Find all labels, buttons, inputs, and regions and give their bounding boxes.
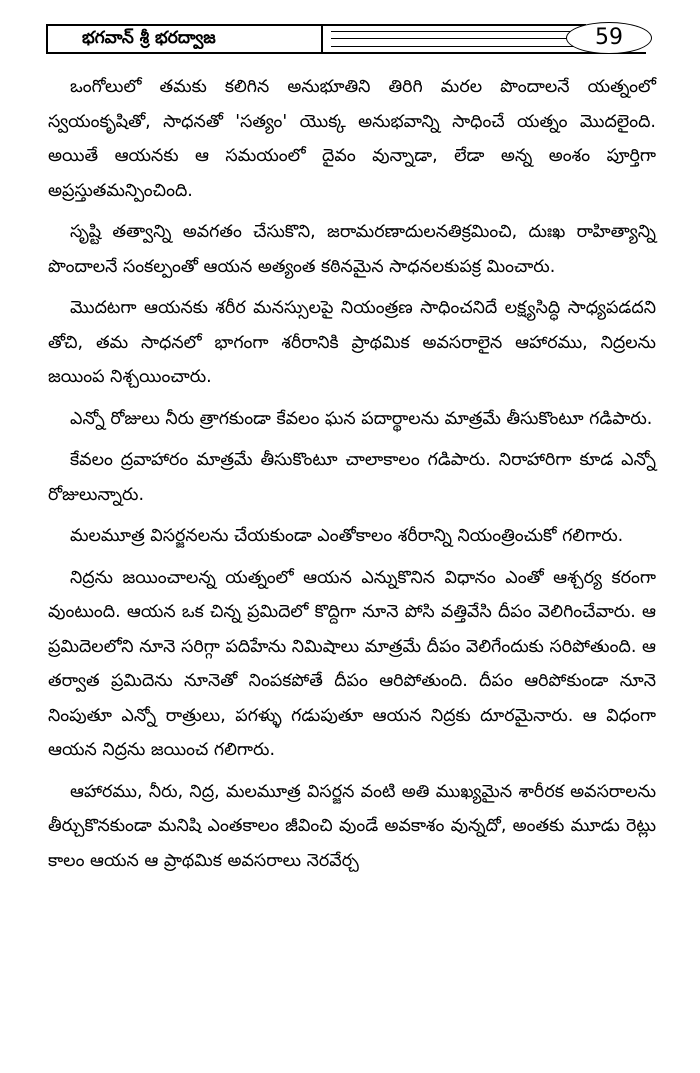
book-title: భగవాన్ శ్రీ భరద్వాజ	[82, 28, 216, 48]
body-text	[48, 70, 656, 885]
paragraph: మలమూత్ర విసర్జనలను చేయకుండా ఎంతోకాలం శరీరాన్ని నియంత్రించుకో గలిగారు.	[70, 526, 624, 546]
paragraph: నిద్రను జయించాలన్న యత్నంలో ఆయన ఎన్నుకొనిన విధానం ఎంతో ఆశ్చర్య కరంగా వుంటుంది. ఆయన ఒక చిన్న ప్రమిదెలో కొద్దిగా నూనె పోసి వత్తివేసి దీపం వెలిగించేవారు. ఆ ప్రమిదెలలోని నూనె సరిగ్గా పదిహేను నిమిషాలు మాత్రమే దీపం వెలిగేందుకు సరిపోతుంది. ఆ తర్వాత ప్రమిదెను నూనెతో నింపకపోతే దీపం ఆరిపోతుంది. దీపం ఆరిపోకుండా నూనె నింపుతూ ఎన్నో రాత్రులు, పగళ్ళు గడుపుతూ ఆయన నిద్రకు దూరమైనారు. ఆ విధంగా ఆయన నిద్రను జయించ గలిగారు.	[48, 567, 656, 760]
page-number: 59	[566, 22, 652, 54]
running-header	[46, 22, 646, 56]
header-ornament-lines	[331, 31, 596, 47]
header-divider	[321, 24, 323, 52]
paragraph: ఆహారము, నీరు, నిద్ర, మలమూత్ర విసర్జన వంటి అతి ముఖ్యమైన శారీరక అవసరాలను తీర్చుకొనకుండా మనిషి ఎంతకాలం జీవించి వుండే అవకాశం వున్నదో, అంతకు మూడు రెట్లు కాలం ఆయన ఆ ప్రాథమిక అవసరాలు నెరవేర్చ	[48, 781, 656, 871]
paragraph: సృష్టి తత్వాన్ని అవగతం చేసుకొని, జరామరణాదులనతిక్రమించి, దుఃఖ రాహిత్యాన్ని పొందాలనే సంకల్పంతో ఆయన అత్యంత కఠినమైన సాధనలకుపక్ర మించారు.	[48, 222, 656, 277]
header-bottom-rule	[46, 52, 646, 54]
header-left-rule	[46, 24, 48, 52]
paragraph: ఎన్నో రోజులు నీరు త్రాగకుండా కేవలం ఘన పదార్థాలను మాత్రమే తీసుకొంటూ గడిపారు.	[70, 408, 653, 429]
paragraph: కేవలం ద్రవాహారం మాత్రమే తీసుకొంటూ చాలాకాలం గడిపారు. నిరాహారిగా కూడ ఎన్నో రోజులున్నారు.	[48, 450, 656, 505]
paragraph: ఒంగోలులో తమకు కలిగిన అనుభూతిని తిరిగి మరల పొందాలనే యత్నంలో స్వయంకృషితో, సాధనతో 'సత్యం' యొక్క అనుభవాన్ని సాధించే యత్నం మొదలైంది. అయితే ఆయనకు ఆ సమయంలో దైవం వున్నాడా, లేడా అన్న అంశం పూర్తిగా అప్రస్తుతమన్పించింది.	[48, 77, 656, 201]
header-top-rule	[46, 24, 586, 26]
paragraph: మొదటగా ఆయనకు శరీర మనస్సులపై నియంత్రణ సాధించనిదే లక్ష్యసిద్ధి సాధ్యపడదని తోచి, తమ సాధనలో భాగంగా శరీరానికి ప్రాథమిక అవసరాలైన ఆహారము, నిద్రలను జయింప నిశ్చయించారు.	[48, 298, 656, 387]
